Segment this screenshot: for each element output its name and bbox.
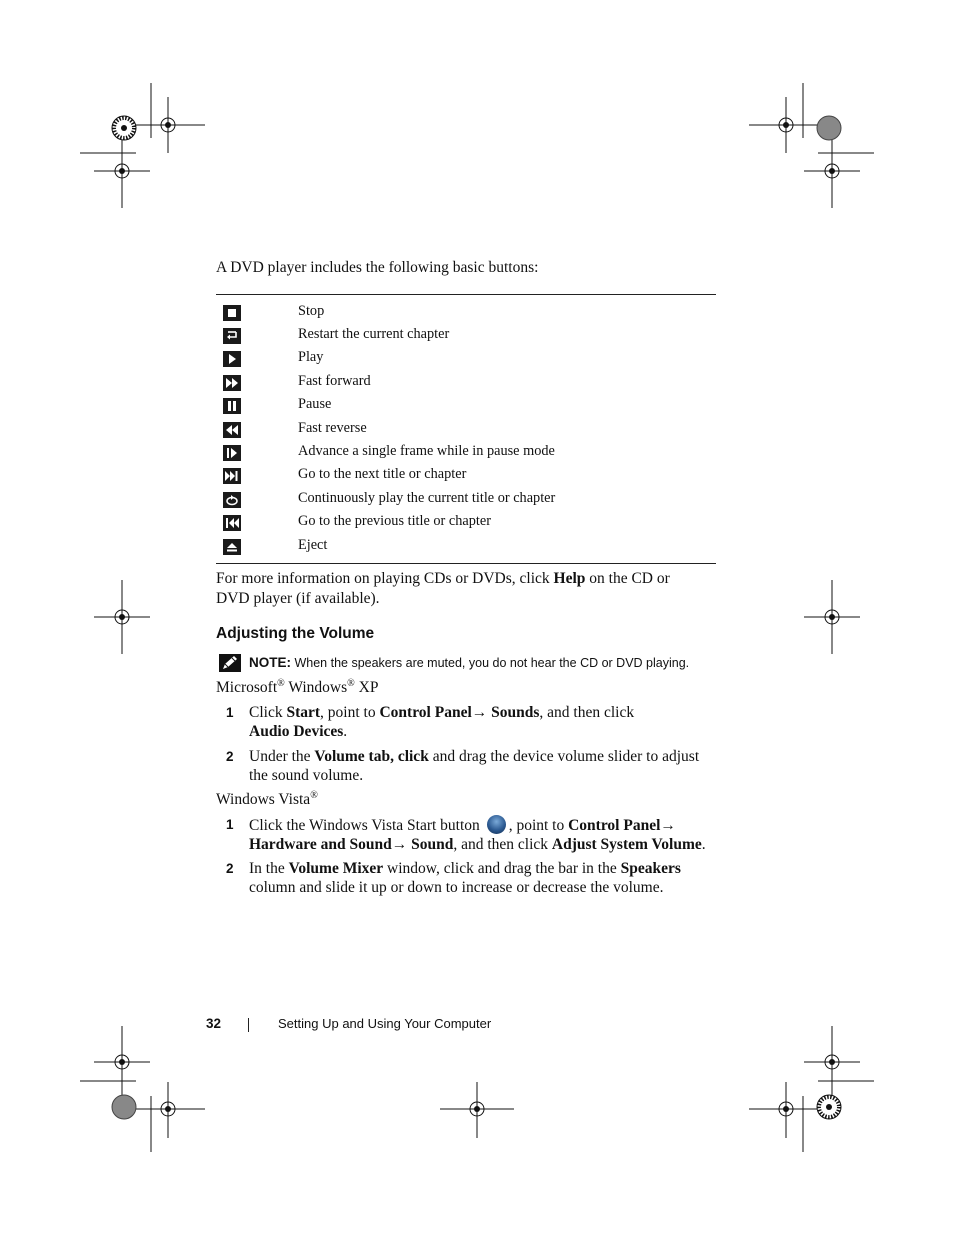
stop-icon xyxy=(223,305,241,321)
note-label: NOTE: xyxy=(249,655,291,670)
fast-reverse-icon xyxy=(223,422,241,438)
button-label: Advance a single frame while in pause mode xyxy=(298,443,555,459)
page-number: 32 xyxy=(206,1016,222,1031)
vista-step-1: Click the Windows Vista Start button , point to Control Panel→ Hardware and Sound→ Sound, and then click Adjust System Volume. xyxy=(249,817,706,853)
button-label: Play xyxy=(298,349,324,365)
restart-chapter-icon xyxy=(223,328,241,344)
vista-heading: Windows Vista® xyxy=(216,790,318,809)
more-info-paragraph: For more information on playing CDs or DVDs, click Help on the CD or DVD player (if available). xyxy=(216,570,670,607)
previous-title-icon xyxy=(223,515,241,531)
table-row xyxy=(216,512,716,534)
step-number: 1 xyxy=(226,817,234,832)
table-row xyxy=(216,302,716,324)
vista-step-2: In the Volume Mixer window, click and drag the bar in the Speakers column and slide it up or down to increase or decrease the volume. xyxy=(249,860,681,896)
next-title-icon xyxy=(223,468,241,484)
note-pencil-icon xyxy=(219,654,241,672)
pause-icon xyxy=(223,398,241,414)
table-row xyxy=(216,395,716,417)
frame-advance-icon xyxy=(223,445,241,461)
help-ui-term: Help xyxy=(553,570,586,587)
step-number: 2 xyxy=(226,749,234,764)
button-label: Restart the current chapter xyxy=(298,326,450,342)
xp-heading: Microsoft® Windows® XP xyxy=(216,678,379,697)
table-row xyxy=(216,372,716,394)
button-label: Stop xyxy=(298,303,325,319)
fast-forward-icon xyxy=(223,375,241,391)
step-number: 1 xyxy=(226,705,234,720)
button-label: Go to the next title or chapter xyxy=(298,466,467,482)
table-row xyxy=(216,536,716,558)
button-label: Continuously play the current title or chapter xyxy=(298,490,556,506)
footer-divider xyxy=(248,1018,249,1032)
repeat-icon xyxy=(223,492,241,508)
button-label: Fast reverse xyxy=(298,420,367,436)
table-row xyxy=(216,465,716,487)
note-text: NOTE: When the speakers are muted, you do not hear the CD or DVD playing. xyxy=(249,655,690,670)
intro-text: A DVD player includes the following basic buttons: xyxy=(216,259,539,276)
eject-icon xyxy=(223,539,241,555)
play-icon xyxy=(223,351,241,367)
button-label: Pause xyxy=(298,396,332,412)
dvd-buttons-table xyxy=(216,294,716,564)
button-label: Fast forward xyxy=(298,373,371,389)
step-number: 2 xyxy=(226,861,234,876)
table-row xyxy=(216,442,716,464)
windows-start-button-icon xyxy=(487,815,506,834)
xp-step-1: Click Start, point to Control Panel→ Sounds, and then click Audio Devices. xyxy=(249,704,635,740)
table-row xyxy=(216,348,716,370)
table-row xyxy=(216,325,716,347)
button-label: Go to the previous title or chapter xyxy=(298,513,491,529)
footer-section-title: Setting Up and Using Your Computer xyxy=(278,1016,492,1031)
xp-step-2: Under the Volume tab, click and drag the device volume slider to adjust the sound volume. xyxy=(249,748,700,784)
section-heading: Adjusting the Volume xyxy=(216,625,375,642)
table-row xyxy=(216,489,716,511)
table-row xyxy=(216,419,716,441)
button-label: Eject xyxy=(298,537,328,553)
